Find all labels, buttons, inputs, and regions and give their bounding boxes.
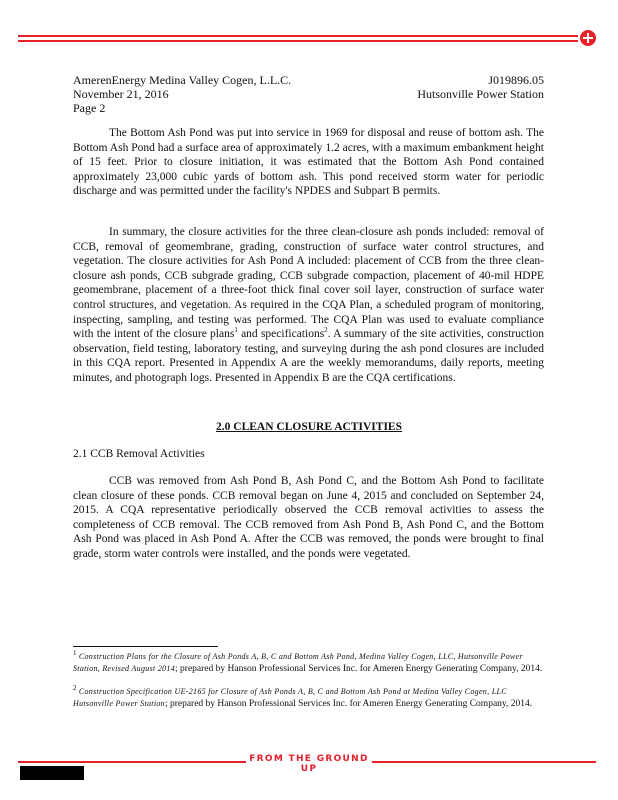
footnote-1-source: ; prepared by Hanson Professional Services Inc. for Ameren Energy Generating Company, 2014. <box>175 664 543 674</box>
job-number: J019896.05 <box>488 73 544 87</box>
report-date: November 21, 2016 <box>73 87 169 101</box>
footnote-1 <box>73 648 544 675</box>
station-name: Hutsonville Power Station <box>417 87 544 101</box>
company-name: AmerenEnergy Medina Valley Cogen, L.L.C. <box>73 73 292 87</box>
footnote-separator <box>73 646 218 647</box>
footnote-1-number: 1 <box>73 648 77 657</box>
section-heading: 2.0 CLEAN CLOSURE ACTIVITIES <box>216 421 402 433</box>
paragraph-ccb-removal: CCB was removed from Ash Pond B, Ash Pond C, and the Bottom Ash Pond to facilitate clean closure of these ponds. CCB removal began on June 4, 2015 and concluded on September 24, 2015. A CQA representative periodically observed the CCB removal activities to assess the completeness of CCB removal. The CCB removed from Ash Pond B, Ash Pond C, and the Bottom Ash Pond was placed in Ash Pond A. After the CCB was removed, the ponds were brought to final grade, storm water controls were installed, and the ponds were vegetated. <box>73 475 544 560</box>
footnote-ref-2: 2 <box>324 326 328 335</box>
footnote-ref-1: 1 <box>234 326 238 335</box>
company-logo-icon <box>580 30 596 46</box>
footnote-2-source: ; prepared by Hanson Professional Services Inc. for Ameren Energy Generating Company, 2014. <box>164 699 533 709</box>
footnote-2-title: Construction Specification UE-2165 for Closure of Ash Ponds A, B, C and Bottom Ash Pond at Medina Valley Cogen, LLC Hutsonville Power Station <box>73 687 507 708</box>
closure-summary-text-3: . A summary of the site activities, construction observation, field testing, laboratory testing, and surveying during the ash pond closures are included in this CQA report. Presented in Appendix A are the weekly memorandums, daily reports, meeting minutes, and photograph logs. Presented in Appendix B are the CQA certifications. <box>73 328 544 384</box>
footnote-2 <box>73 683 544 710</box>
page-number: Page 2 <box>73 101 106 115</box>
header-rule-bottom <box>18 40 578 42</box>
footnote-2-number: 2 <box>73 683 77 692</box>
header-rule-top <box>18 35 578 37</box>
footer-rule-right <box>372 761 596 763</box>
closure-summary-text-1: In summary, the closure activities for the three clean-closure ash ponds included: removal of CCB, removal of geomembrane, grading, construction of surface water control structures, and vegetation. The closure activities for Ash Pond A included: placement of CCB from the three clean-closure ash ponds, CCB subgrade grading, CCB subgrade compaction, placement of 40-mil HDPE geomembrane, placement of a three-foot thick final cover soil layer, construction of surface water control structures, and vegetation. As required in the CQA Plan, a scheduled program of monitoring, inspecting, sampling, and testing was performed. The CQA Plan was used to evaluate compliance with the intent of the closure plans <box>73 226 544 341</box>
closure-summary-text-2: and specifications <box>237 328 325 341</box>
footer-rule-left <box>18 761 246 763</box>
footer-tagline: FROM THE GROUND UP <box>249 754 369 774</box>
redaction-bar <box>20 766 84 780</box>
footnote-1-title: Construction Plans for the Closure of Ash Ponds A, B, C and Bottom Ash Pond, Medina Valley Cogen, LLC, Hutsonville Power Station, Revised August 2014 <box>73 652 523 673</box>
subsection-heading: 2.1 CCB Removal Activities <box>73 448 205 460</box>
paragraph-closure-summary <box>73 225 544 386</box>
paragraph-bottom-ash-pond: The Bottom Ash Pond was put into service in 1969 for disposal and reuse of bottom ash. The Bottom Ash Pond had a surface area of approximately 1.2 acres, with a maximum embankment height of 15 feet. Prior to closure initiation, it was estimated that the Bottom Ash Pond contained approximately 23,000 cubic yards of bottom ash. This pond received storm water for periodic discharge and was permitted under the facility's NPDES and Subpart B permits. <box>73 127 544 198</box>
